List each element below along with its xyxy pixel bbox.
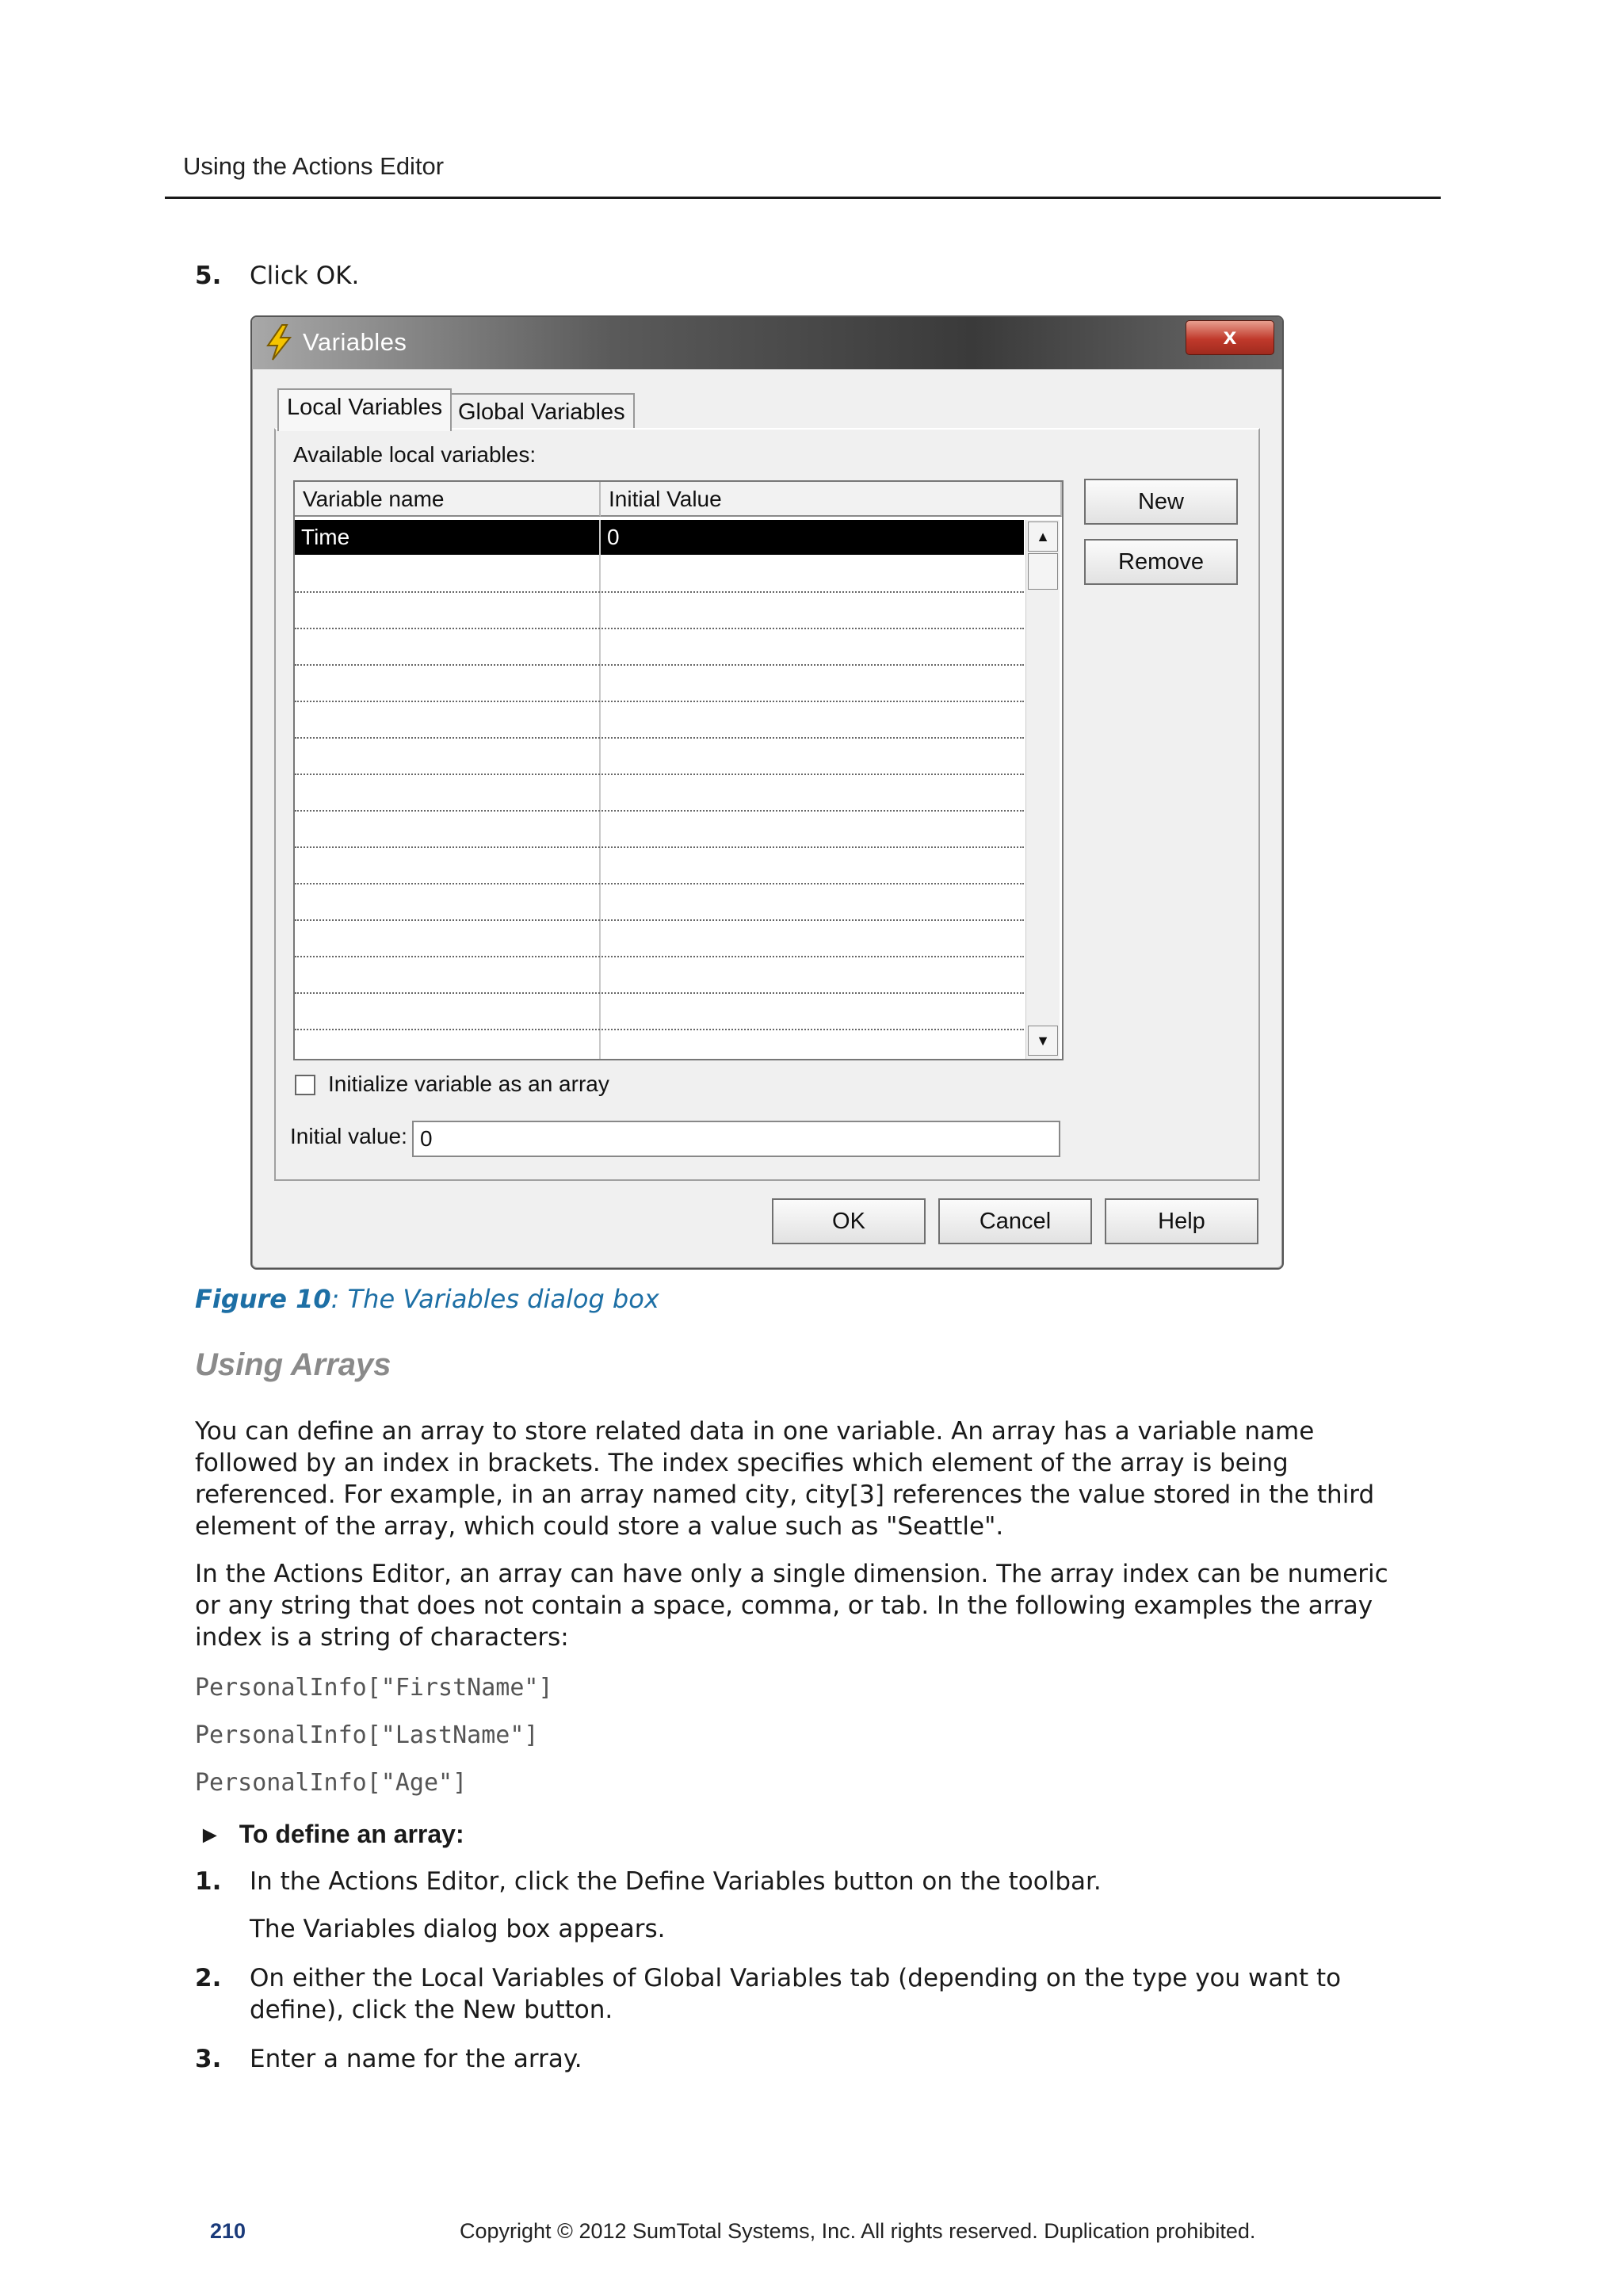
triangle-up-icon: ▲ bbox=[1036, 529, 1050, 544]
lightning-icon bbox=[263, 323, 295, 361]
paragraph: In the Actions Editor, an array can have only a single dimension. The array index can be numeric or any string that does not contain a space, comma, or tab. In the following examples the array index is a string of characters: bbox=[195, 1560, 1388, 1652]
variables-list[interactable] bbox=[293, 480, 1064, 1060]
help-button[interactable]: Help bbox=[1105, 1198, 1258, 1244]
figure-label: Figure 10 bbox=[195, 1284, 331, 1314]
close-button[interactable] bbox=[1186, 320, 1274, 355]
column-header-variable-name[interactable]: Variable name bbox=[295, 482, 601, 517]
code-line: PersonalInfo["LastName"] bbox=[195, 1721, 539, 1749]
array-checkbox[interactable] bbox=[295, 1075, 315, 1095]
row-divider bbox=[295, 737, 1024, 739]
tab-local-variables[interactable]: Local Variables bbox=[277, 388, 452, 431]
row-divider bbox=[295, 701, 1024, 702]
step-number: 5. bbox=[195, 262, 222, 290]
column-header-initial-value[interactable]: Initial Value bbox=[601, 482, 1062, 517]
close-icon: x bbox=[1223, 323, 1237, 350]
step-text: In the Actions Editor, click the Define Variables button on the toolbar. bbox=[250, 1867, 1102, 1896]
cell-variable-name: Time bbox=[301, 525, 350, 549]
triangle-right-icon: ► bbox=[198, 1822, 222, 1848]
scroll-down-button[interactable] bbox=[1028, 1026, 1058, 1056]
code-line: PersonalInfo["Age"] bbox=[195, 1769, 468, 1797]
row-divider bbox=[295, 883, 1024, 884]
row-divider bbox=[295, 992, 1024, 994]
page-number: 210 bbox=[210, 2219, 246, 2243]
header-rule bbox=[165, 197, 1441, 199]
cell-initial-value: 0 bbox=[607, 525, 620, 549]
step-number: 1. bbox=[195, 1867, 222, 1896]
remove-button[interactable]: Remove bbox=[1084, 539, 1238, 585]
triangle-down-icon: ▼ bbox=[1036, 1033, 1050, 1049]
row-divider bbox=[295, 846, 1024, 848]
row-divider bbox=[295, 919, 1024, 921]
tab-global-variables[interactable]: Global Variables bbox=[449, 393, 635, 431]
step-result: The Variables dialog box appears. bbox=[250, 1915, 666, 1943]
running-header: Using the Actions Editor bbox=[183, 152, 445, 180]
dialog-title: Variables bbox=[303, 328, 407, 356]
available-variables-label: Available local variables: bbox=[293, 442, 537, 467]
row-divider bbox=[295, 591, 1024, 593]
code-line: PersonalInfo["FirstName"] bbox=[195, 1674, 553, 1702]
section-heading: Using Arrays bbox=[195, 1347, 391, 1382]
array-checkbox-label: Initialize variable as an array bbox=[328, 1072, 609, 1096]
copyright-notice: Copyright © 2012 SumTotal Systems, Inc. All rights reserved. Duplication prohibited. bbox=[460, 2219, 1256, 2243]
row-divider bbox=[295, 1029, 1024, 1030]
step-text: Enter a name for the array. bbox=[250, 2045, 582, 2073]
row-divider bbox=[295, 956, 1024, 957]
variables-dialog bbox=[250, 315, 1284, 1270]
initial-value-input[interactable]: 0 bbox=[412, 1121, 1060, 1157]
row-divider bbox=[295, 810, 1024, 812]
ok-button[interactable]: OK bbox=[772, 1198, 926, 1244]
scroll-thumb[interactable] bbox=[1028, 553, 1058, 590]
step-text: On either the Local Variables of Global Variables tab (depending on the type you want to define), click the New button. bbox=[250, 1964, 1342, 2024]
procedure-title: To define an array: bbox=[239, 1820, 464, 1848]
column-divider bbox=[599, 520, 601, 1059]
step-number: 2. bbox=[195, 1964, 222, 1992]
cancel-button[interactable]: Cancel bbox=[938, 1198, 1092, 1244]
figure-caption-text: : The Variables dialog box bbox=[330, 1284, 659, 1314]
table-row[interactable] bbox=[295, 520, 1024, 555]
figure-caption bbox=[195, 1284, 659, 1314]
scroll-up-button[interactable] bbox=[1028, 521, 1058, 552]
new-button[interactable]: New bbox=[1084, 479, 1238, 525]
dialog-titlebar bbox=[252, 317, 1282, 369]
step-text: Click OK. bbox=[250, 262, 360, 290]
row-divider bbox=[295, 628, 1024, 629]
row-divider bbox=[295, 774, 1024, 775]
row-divider bbox=[295, 664, 1024, 666]
procedure-heading bbox=[198, 1820, 464, 1849]
initial-value-label: Initial value: bbox=[290, 1124, 407, 1148]
paragraph: You can define an array to store related data in one variable. An array has a variable name followed by an index in brackets. The index specifies which element of the array is being referenced. For example, in an array named city, city[3] references the value stored in the third element of the array, which could store a value such as "Seattle". bbox=[195, 1417, 1375, 1541]
vertical-scrollbar[interactable] bbox=[1025, 520, 1060, 1059]
step-number: 3. bbox=[195, 2045, 222, 2073]
